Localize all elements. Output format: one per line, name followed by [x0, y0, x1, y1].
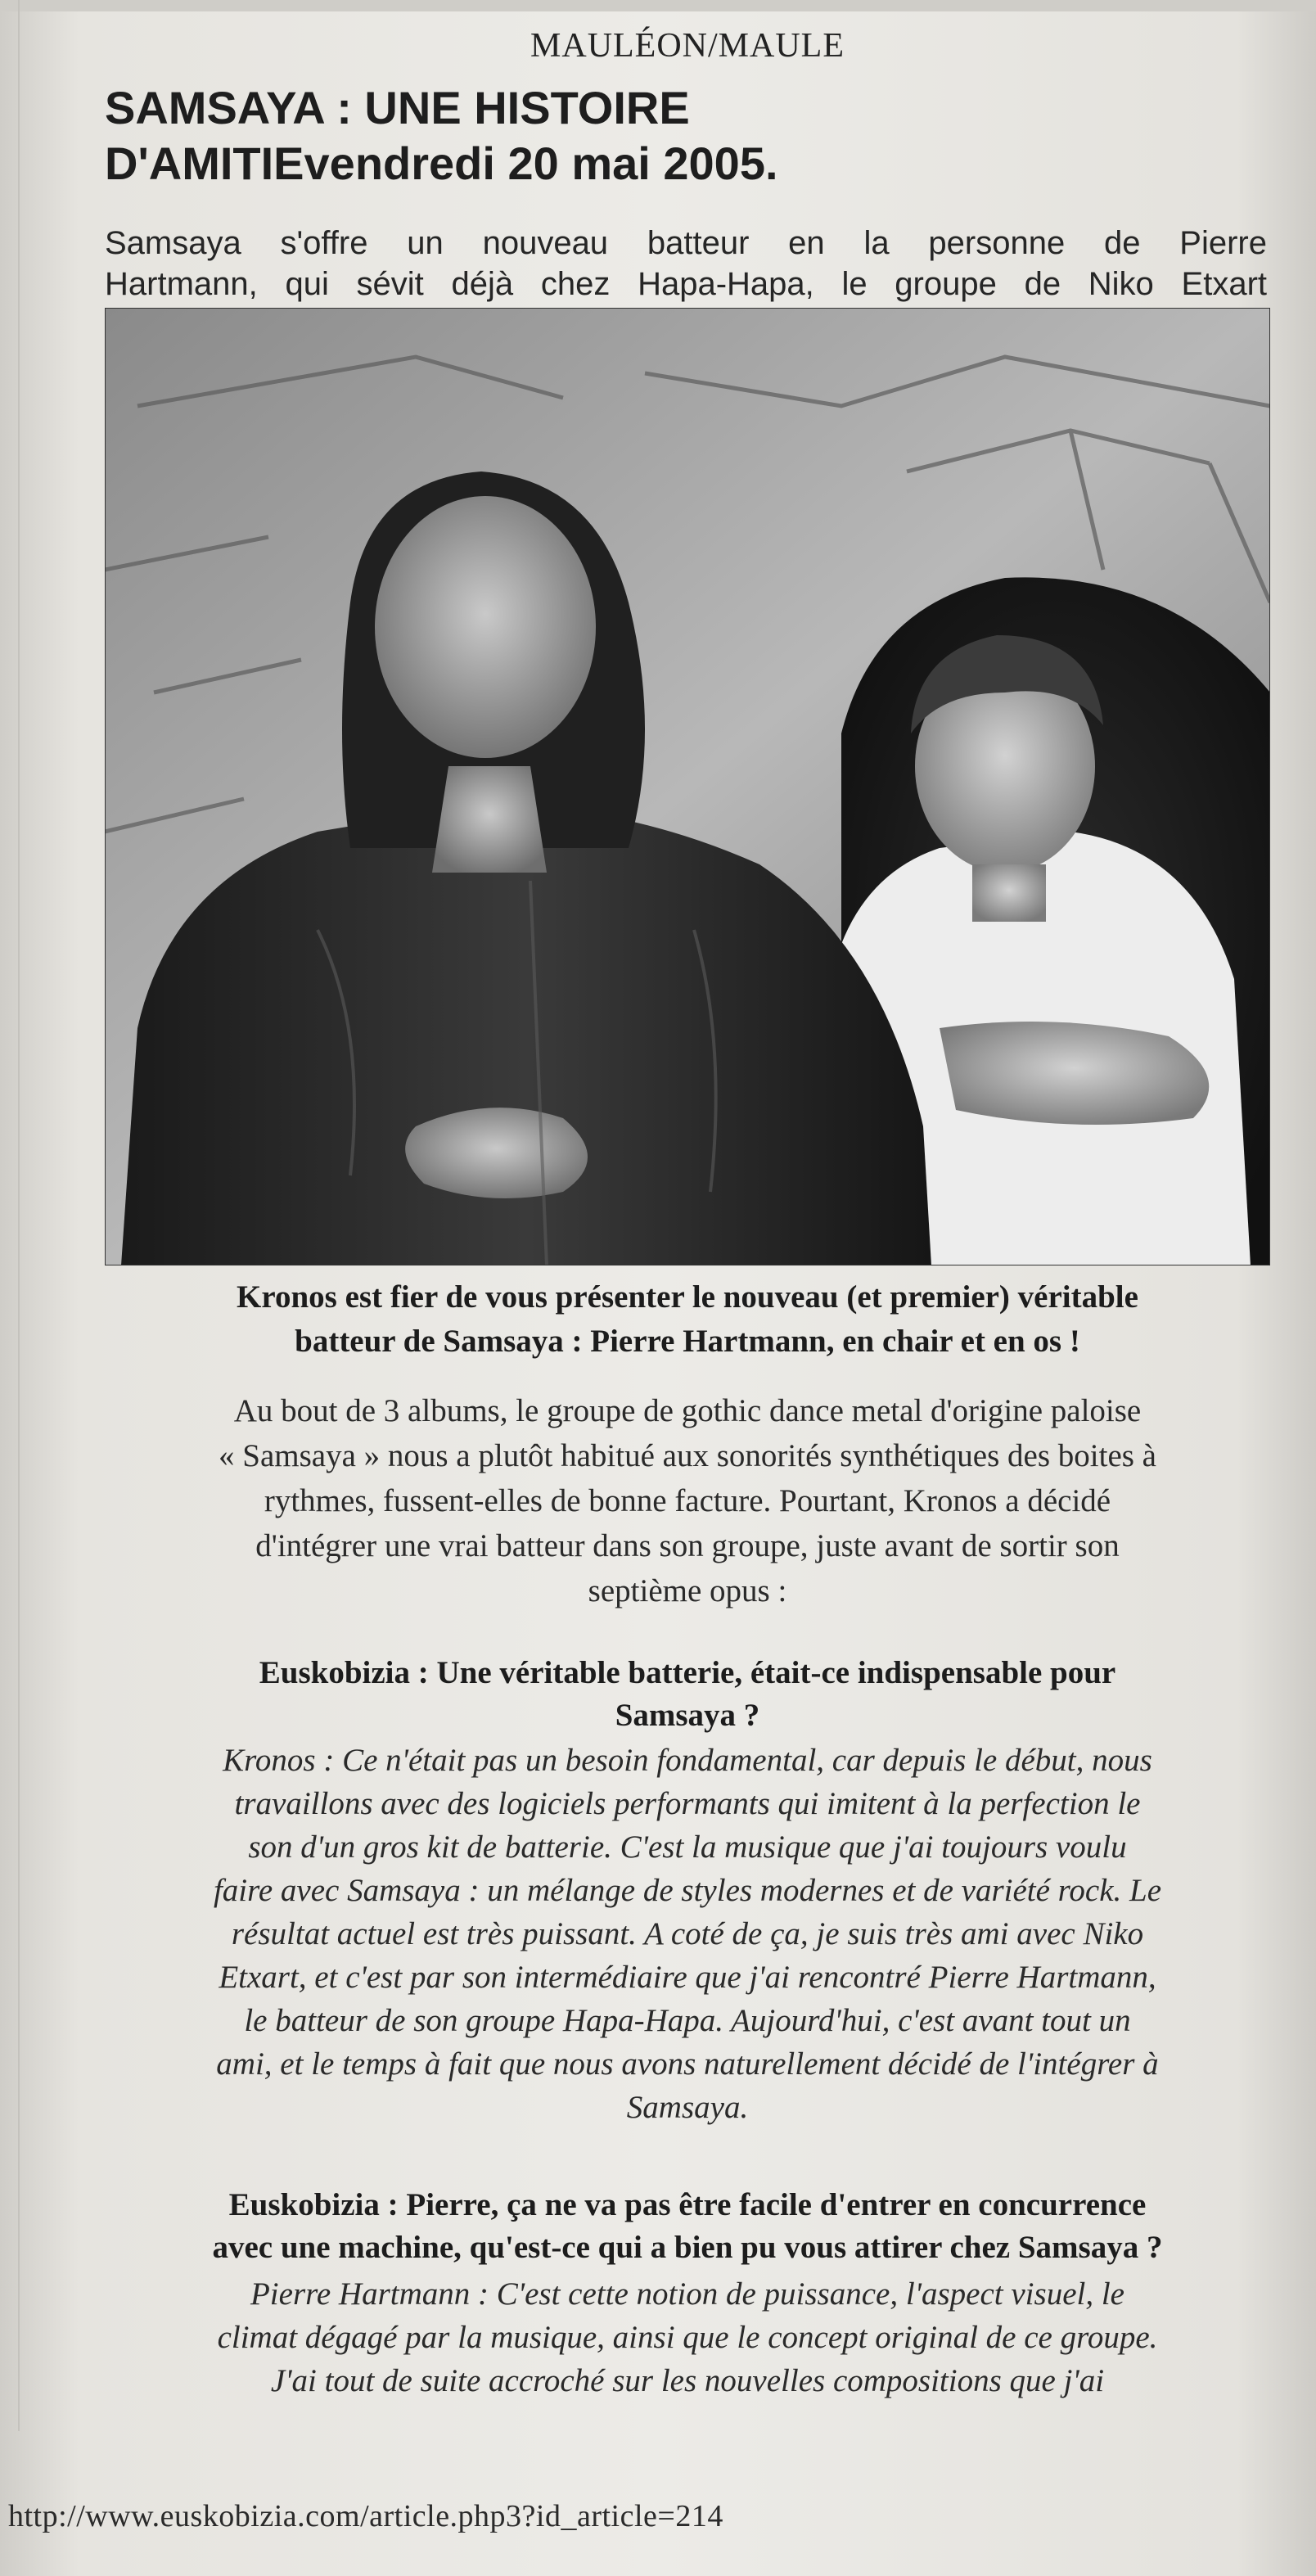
article-subtitle [105, 223, 1267, 305]
article-intro [105, 1388, 1270, 1613]
answer-line: Kronos : Ce n'était pas un besoin fondamental, car depuis le début, nous [223, 1743, 1152, 1778]
page-margin-line [18, 0, 20, 2431]
answer-line: travaillons avec des logiciels performants qui imitent à la perfection le [234, 1786, 1141, 1821]
intro-line: rythmes, fussent-elles de bonne facture. Pourtant, Kronos a décidé [264, 1483, 1111, 1518]
question-line: Euskobizia : Pierre, ça ne va pas être facile d'entrer en concurrence [228, 2187, 1147, 2222]
answer-line: J'ai tout de suite accroché sur les nouvelles compositions que j'ai [270, 2363, 1105, 2398]
answer-line: son d'un gros kit de batterie. C'est la musique que j'ai toujours voulu [248, 1829, 1127, 1865]
question-line: avec une machine, qu'est-ce qui a bien pu vous attirer chez Samsaya ? [212, 2230, 1163, 2265]
interview-answer-1 [105, 1739, 1270, 2129]
article-headline [105, 80, 1169, 192]
answer-line: ami, et le temps à fait que nous avons naturellement décidé de l'intégrer à [216, 2046, 1159, 2082]
section-label: MAULÉON/MAULE [530, 27, 845, 65]
interview-answer-2 [105, 2272, 1270, 2402]
subtitle-line-1: Samsaya s'offre un nouveau batteur en la personne de Pierre [105, 225, 1267, 261]
intro-line: Au bout de 3 albums, le groupe de gothic dance metal d'origine paloise [233, 1393, 1142, 1428]
band-photo [105, 308, 1270, 1265]
answer-line: faire avec Samsaya : un mélange de styles modernes et de variété rock. Le [213, 1873, 1162, 1908]
intro-line: « Samsaya » nous a plutôt habitué aux sonorités synthétiques des boites à [219, 1438, 1156, 1473]
question-line: Euskobizia : Une véritable batterie, était-ce indispensable pour [259, 1655, 1116, 1690]
intro-line: septième opus : [588, 1573, 787, 1608]
answer-line: Pierre Hartmann : C'est cette notion de puissance, l'aspect visuel, le [250, 2276, 1124, 2312]
subtitle-line-2: Hartmann, qui sévit déjà chez Hapa-Hapa, le groupe de Niko Etxart [105, 266, 1267, 302]
answer-line: Etxart, et c'est par son intermédiaire que j'ai rencontré Pierre Hartmann, [219, 1960, 1156, 1995]
answer-line: climat dégagé par la musique, ainsi que le concept original de ce groupe. [217, 2320, 1158, 2355]
source-url[interactable]: http://www.euskobizia.com/article.php3?id_article=214 [8, 2499, 723, 2533]
answer-line: Samsaya. [626, 2090, 749, 2125]
question-line: Samsaya ? [615, 1698, 760, 1733]
caption-line-1: Kronos est fier de vous présenter le nouveau (et premier) véritable [237, 1279, 1138, 1315]
interview-question-1 [105, 1652, 1270, 1737]
headline-line-2: D'AMITIEvendredi 20 mai 2005. [105, 138, 778, 189]
answer-line: résultat actuel est très puissant. A coté de ça, je suis très ami avec Niko [231, 1916, 1144, 1951]
intro-line: d'intégrer une vrai batteur dans son groupe, juste avant de sortir son [255, 1528, 1120, 1563]
answer-line: le batteur de son groupe Hapa-Hapa. Aujourd'hui, c'est avant tout un [244, 2003, 1131, 2038]
headline-line-1: SAMSAYA : UNE HISTOIRE [105, 82, 690, 133]
caption-line-2: batteur de Samsaya : Pierre Hartmann, en chair et en os ! [295, 1324, 1080, 1359]
interview-question-2 [105, 2184, 1270, 2269]
photo-caption [105, 1275, 1270, 1364]
page-top-edge [0, 0, 1316, 11]
